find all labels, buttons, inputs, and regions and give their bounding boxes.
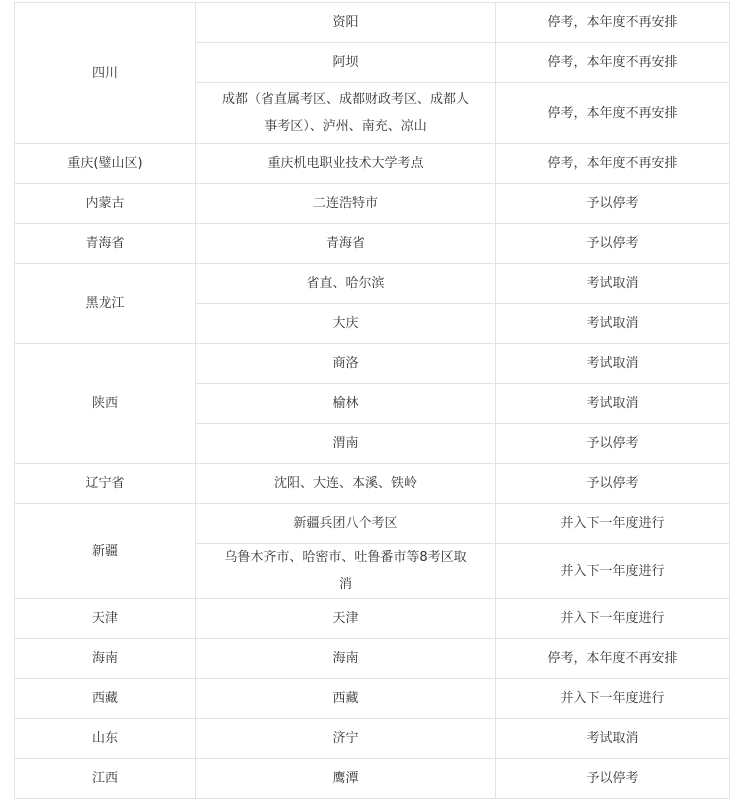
province-cell: 陕西 xyxy=(15,344,196,464)
exam-status-table xyxy=(14,2,730,799)
province-cell: 西藏 xyxy=(15,679,196,719)
status-cell: 予以停考 xyxy=(496,184,730,224)
area-cell: 沈阳、大连、本溪、铁岭 xyxy=(196,464,496,504)
area-cell: 阿坝 xyxy=(196,43,496,83)
area-cell: 成都（省直属考区、成都财政考区、成都人事考区）、泸州、南充、凉山 xyxy=(196,83,496,144)
province-cell: 新疆 xyxy=(15,504,196,599)
table-row xyxy=(15,504,730,544)
area-cell: 商洛 xyxy=(196,344,496,384)
table-row xyxy=(15,759,730,799)
area-cell: 西藏 xyxy=(196,679,496,719)
area-cell: 资阳 xyxy=(196,3,496,43)
status-cell: 停考，本年度不再安排 xyxy=(496,83,730,144)
status-cell: 并入下一年度进行 xyxy=(496,599,730,639)
province-cell: 青海省 xyxy=(15,224,196,264)
province-cell: 四川 xyxy=(15,3,196,144)
area-cell: 重庆机电职业技术大学考点 xyxy=(196,144,496,184)
area-cell: 青海省 xyxy=(196,224,496,264)
status-cell: 予以停考 xyxy=(496,759,730,799)
area-cell: 榆林 xyxy=(196,384,496,424)
status-cell: 并入下一年度进行 xyxy=(496,504,730,544)
table-row xyxy=(15,719,730,759)
area-cell: 新疆兵团八个考区 xyxy=(196,504,496,544)
province-cell: 江西 xyxy=(15,759,196,799)
province-cell: 天津 xyxy=(15,599,196,639)
area-cell: 乌鲁木齐市、哈密市、吐鲁番市等8考区取消 xyxy=(196,544,496,599)
area-cell: 省直、哈尔滨 xyxy=(196,264,496,304)
table-row xyxy=(15,264,730,304)
area-cell: 渭南 xyxy=(196,424,496,464)
status-cell: 停考，本年度不再安排 xyxy=(496,3,730,43)
table-row xyxy=(15,679,730,719)
province-cell: 辽宁省 xyxy=(15,464,196,504)
province-cell: 山东 xyxy=(15,719,196,759)
status-cell: 考试取消 xyxy=(496,304,730,344)
area-cell: 天津 xyxy=(196,599,496,639)
status-cell: 予以停考 xyxy=(496,224,730,264)
status-cell: 考试取消 xyxy=(496,344,730,384)
table-row xyxy=(15,639,730,679)
status-cell: 考试取消 xyxy=(496,719,730,759)
status-cell: 并入下一年度进行 xyxy=(496,544,730,599)
table-row xyxy=(15,3,730,43)
status-cell: 停考，本年度不再安排 xyxy=(496,639,730,679)
province-cell: 黑龙江 xyxy=(15,264,196,344)
status-cell: 予以停考 xyxy=(496,464,730,504)
status-cell: 并入下一年度进行 xyxy=(496,679,730,719)
province-cell: 重庆(璧山区) xyxy=(15,144,196,184)
area-cell: 大庆 xyxy=(196,304,496,344)
status-cell: 考试取消 xyxy=(496,264,730,304)
province-cell: 内蒙古 xyxy=(15,184,196,224)
status-cell: 停考，本年度不再安排 xyxy=(496,43,730,83)
table-row xyxy=(15,224,730,264)
table-row xyxy=(15,144,730,184)
area-cell: 二连浩特市 xyxy=(196,184,496,224)
table-row xyxy=(15,184,730,224)
status-cell: 停考，本年度不再安排 xyxy=(496,144,730,184)
table-row xyxy=(15,344,730,384)
status-cell: 予以停考 xyxy=(496,424,730,464)
table-row xyxy=(15,464,730,504)
area-cell: 海南 xyxy=(196,639,496,679)
table-row xyxy=(15,599,730,639)
status-cell: 考试取消 xyxy=(496,384,730,424)
area-cell: 济宁 xyxy=(196,719,496,759)
province-cell: 海南 xyxy=(15,639,196,679)
area-cell: 鹰潭 xyxy=(196,759,496,799)
